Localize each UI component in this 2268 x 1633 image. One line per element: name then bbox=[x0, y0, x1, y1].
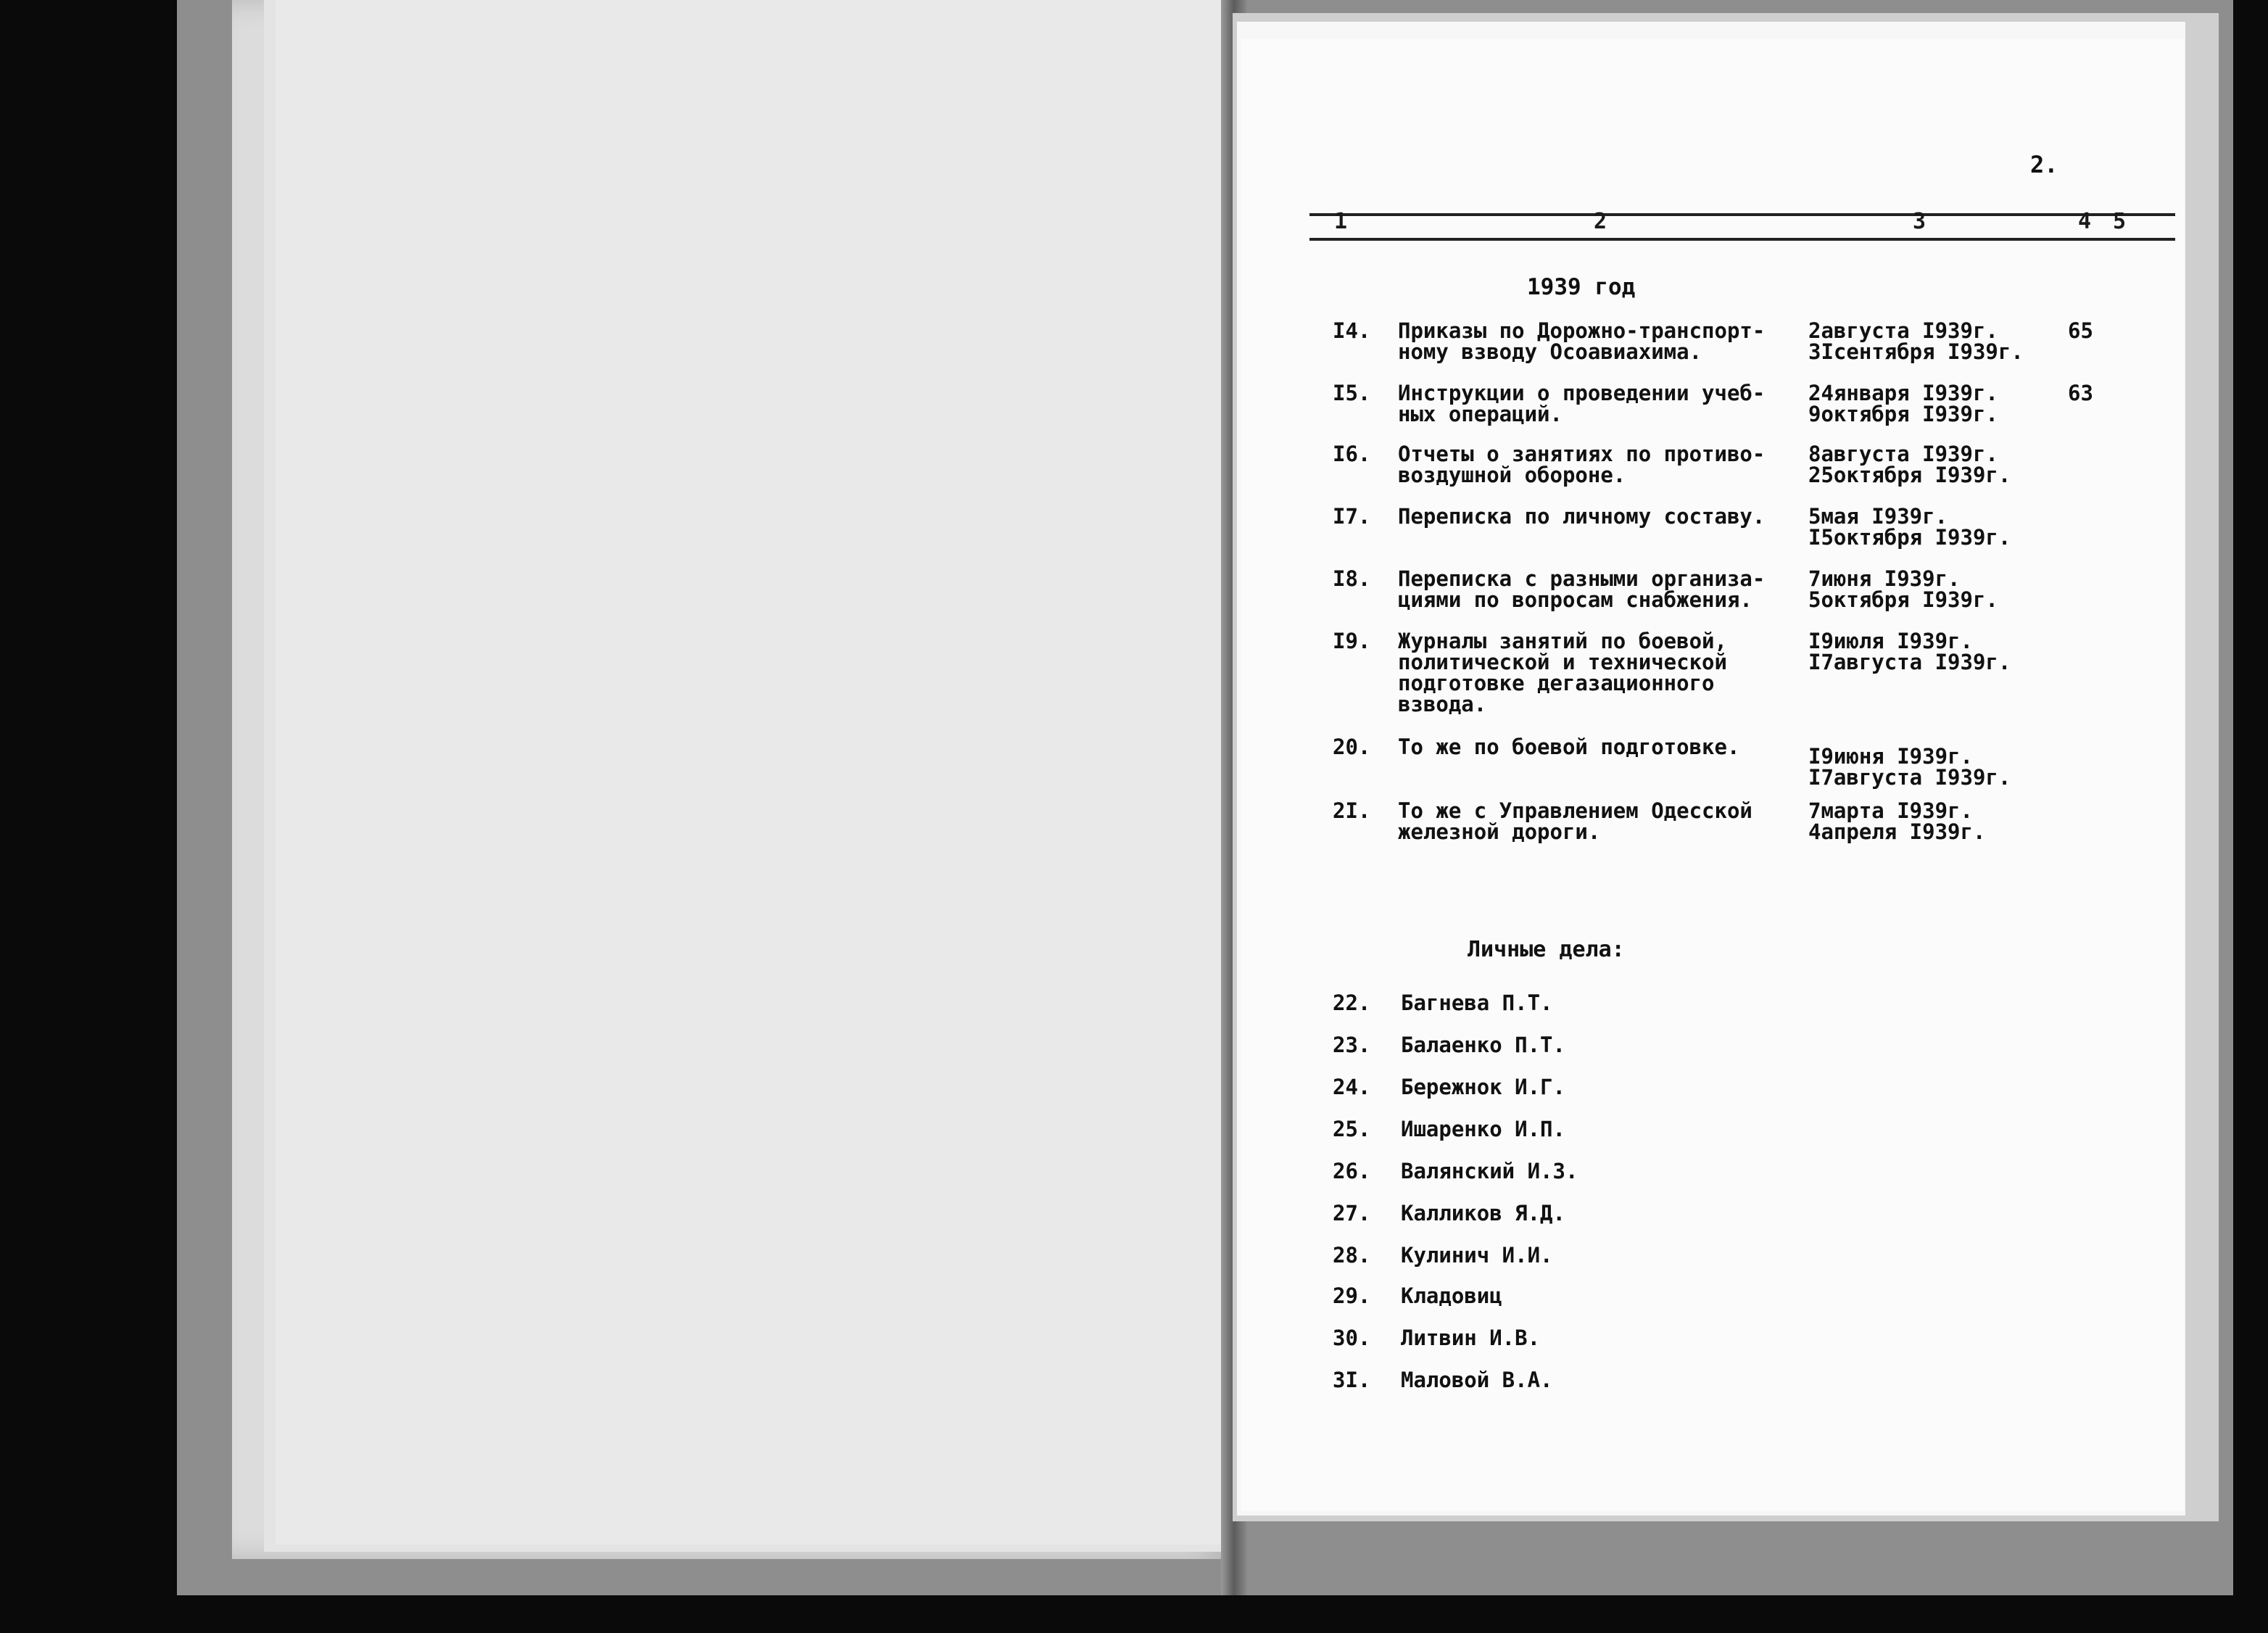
file-number: 27. bbox=[1333, 1201, 1371, 1225]
entry-title: То же с Управлением Одесской железной дороги. bbox=[1398, 798, 1752, 844]
file-name: Валянский И.З. bbox=[1401, 1159, 1578, 1183]
column-number-4: 4 bbox=[2078, 209, 2092, 234]
entry-title: Отчеты о занятиях по противо- воздушной обороне. bbox=[1398, 442, 1766, 487]
entry-dates: 7июня I939г. 5октября I939г. bbox=[1808, 566, 1998, 612]
entry-dates: 7марта I939г. 4апреля I939г. bbox=[1808, 798, 1986, 844]
file-name: Маловой В.А. bbox=[1401, 1368, 1553, 1392]
entry-title: Приказы по Дорожно-транспорт- ному взводу Осоавиахима. bbox=[1398, 318, 1766, 364]
file-name: Калликов Я.Д. bbox=[1401, 1201, 1565, 1225]
entry-title: Переписка с разными организа- циями по вопросам снабжения. bbox=[1398, 566, 1766, 612]
entry-number: I7. bbox=[1333, 504, 1371, 529]
file-name: Багнева П.Т. bbox=[1401, 991, 1553, 1015]
column-number-2: 2 bbox=[1594, 209, 1607, 234]
entry-dates: I9июля I939г. I7августа I939г. bbox=[1808, 629, 2011, 674]
right-page bbox=[1241, 39, 2184, 1511]
table-header-rule-bottom bbox=[1309, 238, 2175, 241]
file-number: 26. bbox=[1333, 1159, 1371, 1183]
entry-dates: 8августа I939г. 25октября I939г. bbox=[1808, 442, 2011, 487]
file-number: 25. bbox=[1333, 1117, 1371, 1141]
entry-number: I8. bbox=[1333, 566, 1371, 591]
entry-title: Инструкции о проведении учеб- ных операций. bbox=[1398, 381, 1766, 426]
entry-dates: I9июня I939г. I7августа I939г. bbox=[1808, 744, 2011, 790]
file-name: Балаенко П.Т. bbox=[1401, 1033, 1565, 1057]
file-name: Кулинич И.И. bbox=[1401, 1243, 1553, 1268]
entry-number: I5. bbox=[1333, 381, 1371, 405]
file-number: 23. bbox=[1333, 1033, 1371, 1057]
entry-dates: 24января I939г. 9октября I939г. bbox=[1808, 381, 1998, 426]
file-name: Кладовиц bbox=[1401, 1283, 1502, 1308]
page-number: 2. bbox=[2030, 151, 2058, 178]
entry-number: I6. bbox=[1333, 442, 1371, 466]
left-page-surface bbox=[276, 0, 1233, 1545]
file-number: 24. bbox=[1333, 1075, 1371, 1099]
file-name: Литвин И.В. bbox=[1401, 1326, 1541, 1350]
file-number: 3I. bbox=[1333, 1368, 1371, 1392]
entry-dates: 5мая I939г. I5октября I939г. bbox=[1808, 504, 2011, 550]
entry-number: 2I. bbox=[1333, 798, 1371, 823]
year-heading: 1939 год bbox=[1527, 274, 1636, 300]
column-number-3: 3 bbox=[1913, 209, 1926, 234]
file-name: Бережнок И.Г. bbox=[1401, 1075, 1565, 1099]
file-number: 29. bbox=[1333, 1283, 1371, 1308]
file-number: 22. bbox=[1333, 991, 1371, 1015]
column-number-1: 1 bbox=[1334, 209, 1348, 234]
entry-title: То же по боевой подготовке. bbox=[1398, 735, 1740, 759]
entry-number: 20. bbox=[1333, 735, 1371, 759]
entry-number: I4. bbox=[1333, 318, 1371, 343]
entry-title: Переписка по личному составу. bbox=[1398, 504, 1766, 529]
personal-files-heading: Личные дела: bbox=[1468, 937, 1625, 962]
entry-dates: 2августа I939г. 3Iсентября I939г. bbox=[1808, 318, 2024, 364]
table-header-rule-top bbox=[1309, 213, 2175, 216]
file-name: Ишаренко И.П. bbox=[1401, 1117, 1565, 1141]
entry-sheets: 63 bbox=[2068, 381, 2093, 405]
entry-number: I9. bbox=[1333, 629, 1371, 653]
entry-sheets: 65 bbox=[2068, 318, 2093, 343]
entry-title: Журналы занятий по боевой, политической и технической подготовке дегазационного взвода. bbox=[1398, 629, 1727, 716]
column-number-5: 5 bbox=[2113, 209, 2127, 234]
file-number: 30. bbox=[1333, 1326, 1371, 1350]
file-number: 28. bbox=[1333, 1243, 1371, 1268]
